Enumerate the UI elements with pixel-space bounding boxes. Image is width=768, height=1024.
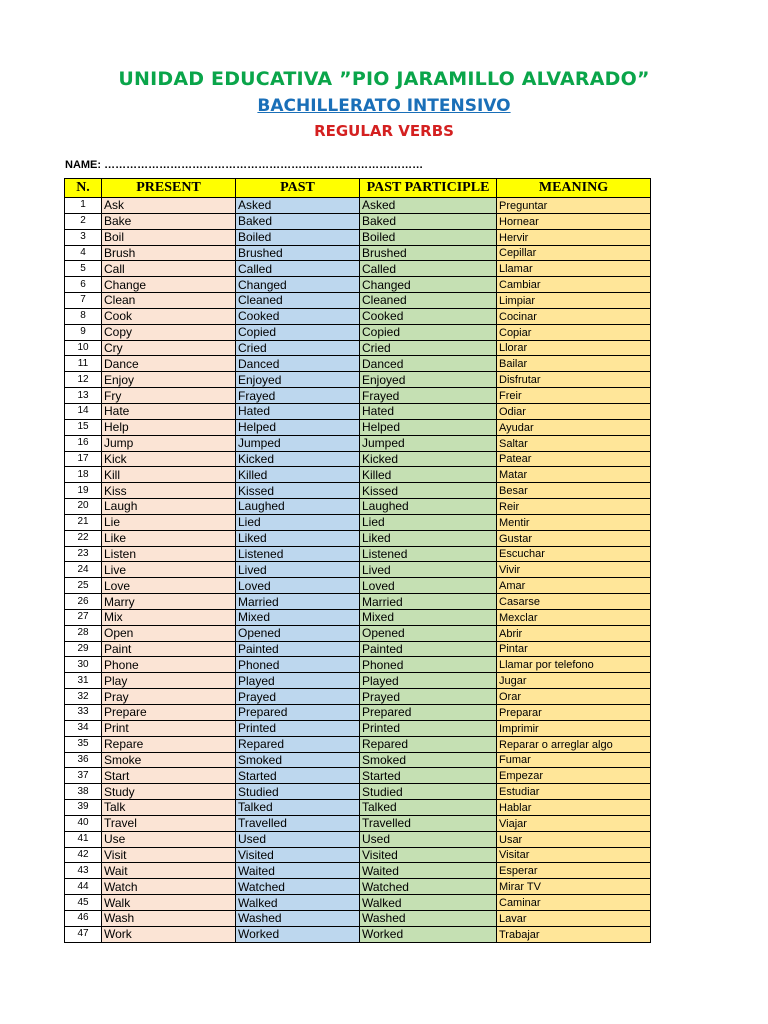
table-row [65,419,651,435]
table-row [65,879,651,895]
past-participle-cell: Visited [360,847,497,863]
meaning-cell: Usar [497,831,651,847]
table-row [65,229,651,245]
name-field[interactable]: NAME: …………………………………………………………………………… [65,159,424,171]
present-cell: Love [102,578,236,594]
table-row [65,324,651,340]
present-cell: Boil [102,229,236,245]
past-cell: Cried [236,340,360,356]
row-number: 20 [65,499,102,515]
row-number: 39 [65,800,102,816]
past-cell: Smoked [236,752,360,768]
past-cell: Played [236,673,360,689]
table-row [65,689,651,705]
past-cell: Opened [236,625,360,641]
row-number: 32 [65,689,102,705]
past-participle-cell: Talked [360,800,497,816]
past-cell: Brushed [236,245,360,261]
past-participle-cell: Helped [360,419,497,435]
meaning-cell: Cepillar [497,245,651,261]
past-cell: Watched [236,879,360,895]
meaning-cell: Mentir [497,514,651,530]
past-cell: Boiled [236,229,360,245]
meaning-cell: Hervir [497,229,651,245]
present-cell: Kill [102,467,236,483]
present-cell: Study [102,784,236,800]
meaning-cell: Fumar [497,752,651,768]
table-row [65,499,651,515]
past-cell: Used [236,831,360,847]
table-row [65,736,651,752]
past-participle-cell: Boiled [360,229,497,245]
table-row [65,847,651,863]
table-row [65,815,651,831]
table-row [65,514,651,530]
past-participle-cell: Studied [360,784,497,800]
table-row [65,910,651,926]
table-row [65,530,651,546]
row-number: 27 [65,609,102,625]
past-cell: Laughed [236,499,360,515]
present-cell: Help [102,419,236,435]
table-row [65,245,651,261]
past-participle-cell: Married [360,594,497,610]
table-header-row [65,179,651,198]
table-row [65,657,651,673]
meaning-cell: Empezar [497,768,651,784]
row-number: 41 [65,831,102,847]
present-cell: Open [102,625,236,641]
present-cell: Print [102,720,236,736]
present-cell: Play [102,673,236,689]
present-cell: Kick [102,451,236,467]
present-cell: Cry [102,340,236,356]
row-number: 17 [65,451,102,467]
past-cell: Listened [236,546,360,562]
past-cell: Lied [236,514,360,530]
table-row [65,863,651,879]
past-cell: Printed [236,720,360,736]
past-participle-cell: Lived [360,562,497,578]
table-row [65,673,651,689]
row-number: 12 [65,372,102,388]
table-row [65,609,651,625]
table-row [65,720,651,736]
past-cell: Loved [236,578,360,594]
past-participle-cell: Killed [360,467,497,483]
past-participle-cell: Cooked [360,308,497,324]
past-cell: Copied [236,324,360,340]
table-row [65,562,651,578]
row-number: 25 [65,578,102,594]
row-number: 43 [65,863,102,879]
table-row [65,293,651,309]
past-participle-cell: Used [360,831,497,847]
row-number: 19 [65,483,102,499]
table-row [65,213,651,229]
past-cell: Married [236,594,360,610]
column-header-number: N. [65,179,102,198]
present-cell: Listen [102,546,236,562]
past-participle-cell: Changed [360,277,497,293]
meaning-cell: Preparar [497,705,651,721]
past-cell: Liked [236,530,360,546]
table-row [65,388,651,404]
present-cell: Travel [102,815,236,831]
past-participle-cell: Kissed [360,483,497,499]
column-header-past-participle: PAST PARTICIPLE [360,179,497,198]
table-row [65,546,651,562]
row-number: 31 [65,673,102,689]
row-number: 15 [65,419,102,435]
past-cell: Prepared [236,705,360,721]
meaning-cell: Viajar [497,815,651,831]
past-cell: Baked [236,213,360,229]
meaning-cell: Abrir [497,625,651,641]
meaning-cell: Bailar [497,356,651,372]
row-number: 4 [65,245,102,261]
present-cell: Laugh [102,499,236,515]
row-number: 11 [65,356,102,372]
past-cell: Repared [236,736,360,752]
meaning-cell: Hornear [497,213,651,229]
row-number: 46 [65,910,102,926]
table-row [65,768,651,784]
present-cell: Visit [102,847,236,863]
meaning-cell: Llorar [497,340,651,356]
present-cell: Kiss [102,483,236,499]
row-number: 9 [65,324,102,340]
meaning-cell: Trabajar [497,926,651,942]
row-number: 34 [65,720,102,736]
past-cell: Frayed [236,388,360,404]
meaning-cell: Preguntar [497,198,651,214]
meaning-cell: Lavar [497,910,651,926]
table-row [65,784,651,800]
table-row [65,625,651,641]
row-number: 18 [65,467,102,483]
table-row [65,483,651,499]
past-cell: Worked [236,926,360,942]
present-cell: Copy [102,324,236,340]
table-row [65,198,651,214]
meaning-cell: Vivir [497,562,651,578]
row-number: 10 [65,340,102,356]
table-row [65,403,651,419]
meaning-cell: Gustar [497,530,651,546]
meaning-cell: Cambiar [497,277,651,293]
row-number: 29 [65,641,102,657]
present-cell: Marry [102,594,236,610]
row-number: 36 [65,752,102,768]
past-cell: Phoned [236,657,360,673]
table-row [65,435,651,451]
meaning-cell: Besar [497,483,651,499]
row-number: 26 [65,594,102,610]
present-cell: Talk [102,800,236,816]
past-participle-cell: Copied [360,324,497,340]
row-number: 1 [65,198,102,214]
past-cell: Helped [236,419,360,435]
present-cell: Mix [102,609,236,625]
past-participle-cell: Cried [360,340,497,356]
present-cell: Jump [102,435,236,451]
past-cell: Started [236,768,360,784]
past-cell: Visited [236,847,360,863]
past-participle-cell: Repared [360,736,497,752]
meaning-cell: Llamar [497,261,651,277]
present-cell: Cook [102,308,236,324]
past-cell: Talked [236,800,360,816]
meaning-cell: Limpiar [497,293,651,309]
table-row [65,451,651,467]
row-number: 45 [65,895,102,911]
past-participle-cell: Painted [360,641,497,657]
table-row [65,467,651,483]
past-cell: Enjoyed [236,372,360,388]
present-cell: Wait [102,863,236,879]
meaning-cell: Visitar [497,847,651,863]
meaning-cell: Orar [497,689,651,705]
past-participle-cell: Lied [360,514,497,530]
column-header-meaning: MEANING [497,179,651,198]
past-cell: Walked [236,895,360,911]
present-cell: Paint [102,641,236,657]
present-cell: Start [102,768,236,784]
present-cell: Live [102,562,236,578]
past-cell: Killed [236,467,360,483]
meaning-cell: Reir [497,499,651,515]
row-number: 16 [65,435,102,451]
row-number: 40 [65,815,102,831]
meaning-cell: Casarse [497,594,651,610]
past-cell: Called [236,261,360,277]
past-participle-cell: Hated [360,403,497,419]
present-cell: Phone [102,657,236,673]
table-row [65,895,651,911]
meaning-cell: Ayudar [497,419,651,435]
present-cell: Call [102,261,236,277]
past-participle-cell: Prepared [360,705,497,721]
meaning-cell: Cocinar [497,308,651,324]
present-cell: Work [102,926,236,942]
present-cell: Pray [102,689,236,705]
past-participle-cell: Smoked [360,752,497,768]
past-cell: Painted [236,641,360,657]
meaning-cell: Disfrutar [497,372,651,388]
present-cell: Watch [102,879,236,895]
past-cell: Mixed [236,609,360,625]
present-cell: Like [102,530,236,546]
past-cell: Kissed [236,483,360,499]
past-participle-cell: Prayed [360,689,497,705]
past-participle-cell: Frayed [360,388,497,404]
past-participle-cell: Washed [360,910,497,926]
present-cell: Walk [102,895,236,911]
past-cell: Studied [236,784,360,800]
meaning-cell: Copiar [497,324,651,340]
meaning-cell: Amar [497,578,651,594]
present-cell: Ask [102,198,236,214]
past-participle-cell: Danced [360,356,497,372]
present-cell: Smoke [102,752,236,768]
past-participle-cell: Enjoyed [360,372,497,388]
past-participle-cell: Laughed [360,499,497,515]
meaning-cell: Mexclar [497,609,651,625]
present-cell: Brush [102,245,236,261]
row-number: 35 [65,736,102,752]
past-participle-cell: Liked [360,530,497,546]
row-number: 5 [65,261,102,277]
present-cell: Prepare [102,705,236,721]
row-number: 7 [65,293,102,309]
school-title: UNIDAD EDUCATIVA ”PIO JARAMILLO ALVARADO” [118,68,650,90]
table-row [65,372,651,388]
meaning-cell: Pintar [497,641,651,657]
table-row [65,800,651,816]
table-row [65,356,651,372]
present-cell: Repare [102,736,236,752]
meaning-cell: Esperar [497,863,651,879]
table-row [65,831,651,847]
table-row [65,277,651,293]
row-number: 44 [65,879,102,895]
meaning-cell: Freir [497,388,651,404]
past-cell: Cleaned [236,293,360,309]
table-row [65,752,651,768]
past-participle-cell: Brushed [360,245,497,261]
present-cell: Wash [102,910,236,926]
row-number: 47 [65,926,102,942]
past-cell: Danced [236,356,360,372]
table-row [65,308,651,324]
past-cell: Prayed [236,689,360,705]
past-cell: Asked [236,198,360,214]
past-cell: Lived [236,562,360,578]
past-participle-cell: Started [360,768,497,784]
table-row [65,641,651,657]
past-participle-cell: Listened [360,546,497,562]
row-number: 37 [65,768,102,784]
past-cell: Cooked [236,308,360,324]
table-row [65,340,651,356]
table-row [65,578,651,594]
meaning-cell: Hablar [497,800,651,816]
present-cell: Hate [102,403,236,419]
present-cell: Use [102,831,236,847]
program-title: BACHILLERATO INTENSIVO [257,96,511,116]
row-number: 24 [65,562,102,578]
row-number: 21 [65,514,102,530]
table-row [65,926,651,942]
row-number: 30 [65,657,102,673]
column-header-past: PAST [236,179,360,198]
row-number: 6 [65,277,102,293]
past-cell: Changed [236,277,360,293]
row-number: 28 [65,625,102,641]
table-row [65,594,651,610]
meaning-cell: Imprimir [497,720,651,736]
past-cell: Washed [236,910,360,926]
meaning-cell: Saltar [497,435,651,451]
meaning-cell: Patear [497,451,651,467]
present-cell: Bake [102,213,236,229]
meaning-cell: Estudiar [497,784,651,800]
past-participle-cell: Phoned [360,657,497,673]
row-number: 33 [65,705,102,721]
meaning-cell: Jugar [497,673,651,689]
past-participle-cell: Mixed [360,609,497,625]
past-participle-cell: Played [360,673,497,689]
table-row [65,705,651,721]
meaning-cell: Odiar [497,403,651,419]
present-cell: Change [102,277,236,293]
subject-title: REGULAR VERBS [314,122,454,140]
past-participle-cell: Kicked [360,451,497,467]
row-number: 8 [65,308,102,324]
past-cell: Kicked [236,451,360,467]
row-number: 38 [65,784,102,800]
table-row [65,261,651,277]
row-number: 13 [65,388,102,404]
past-cell: Travelled [236,815,360,831]
present-cell: Dance [102,356,236,372]
past-participle-cell: Watched [360,879,497,895]
meaning-cell: Matar [497,467,651,483]
present-cell: Lie [102,514,236,530]
past-cell: Hated [236,403,360,419]
past-participle-cell: Cleaned [360,293,497,309]
meaning-cell: Mirar TV [497,879,651,895]
past-participle-cell: Asked [360,198,497,214]
row-number: 14 [65,403,102,419]
present-cell: Enjoy [102,372,236,388]
meaning-cell: Escuchar [497,546,651,562]
past-cell: Jumped [236,435,360,451]
past-participle-cell: Travelled [360,815,497,831]
verbs-table [64,178,651,943]
meaning-cell: Llamar por telefono [497,657,651,673]
meaning-cell: Reparar o arreglar algo [497,736,651,752]
past-participle-cell: Printed [360,720,497,736]
past-participle-cell: Called [360,261,497,277]
meaning-cell: Caminar [497,895,651,911]
past-participle-cell: Waited [360,863,497,879]
past-participle-cell: Worked [360,926,497,942]
column-header-present: PRESENT [102,179,236,198]
past-participle-cell: Opened [360,625,497,641]
row-number: 42 [65,847,102,863]
past-participle-cell: Loved [360,578,497,594]
row-number: 2 [65,213,102,229]
present-cell: Fry [102,388,236,404]
past-participle-cell: Baked [360,213,497,229]
present-cell: Clean [102,293,236,309]
row-number: 22 [65,530,102,546]
past-participle-cell: Walked [360,895,497,911]
past-participle-cell: Jumped [360,435,497,451]
past-cell: Waited [236,863,360,879]
row-number: 23 [65,546,102,562]
row-number: 3 [65,229,102,245]
